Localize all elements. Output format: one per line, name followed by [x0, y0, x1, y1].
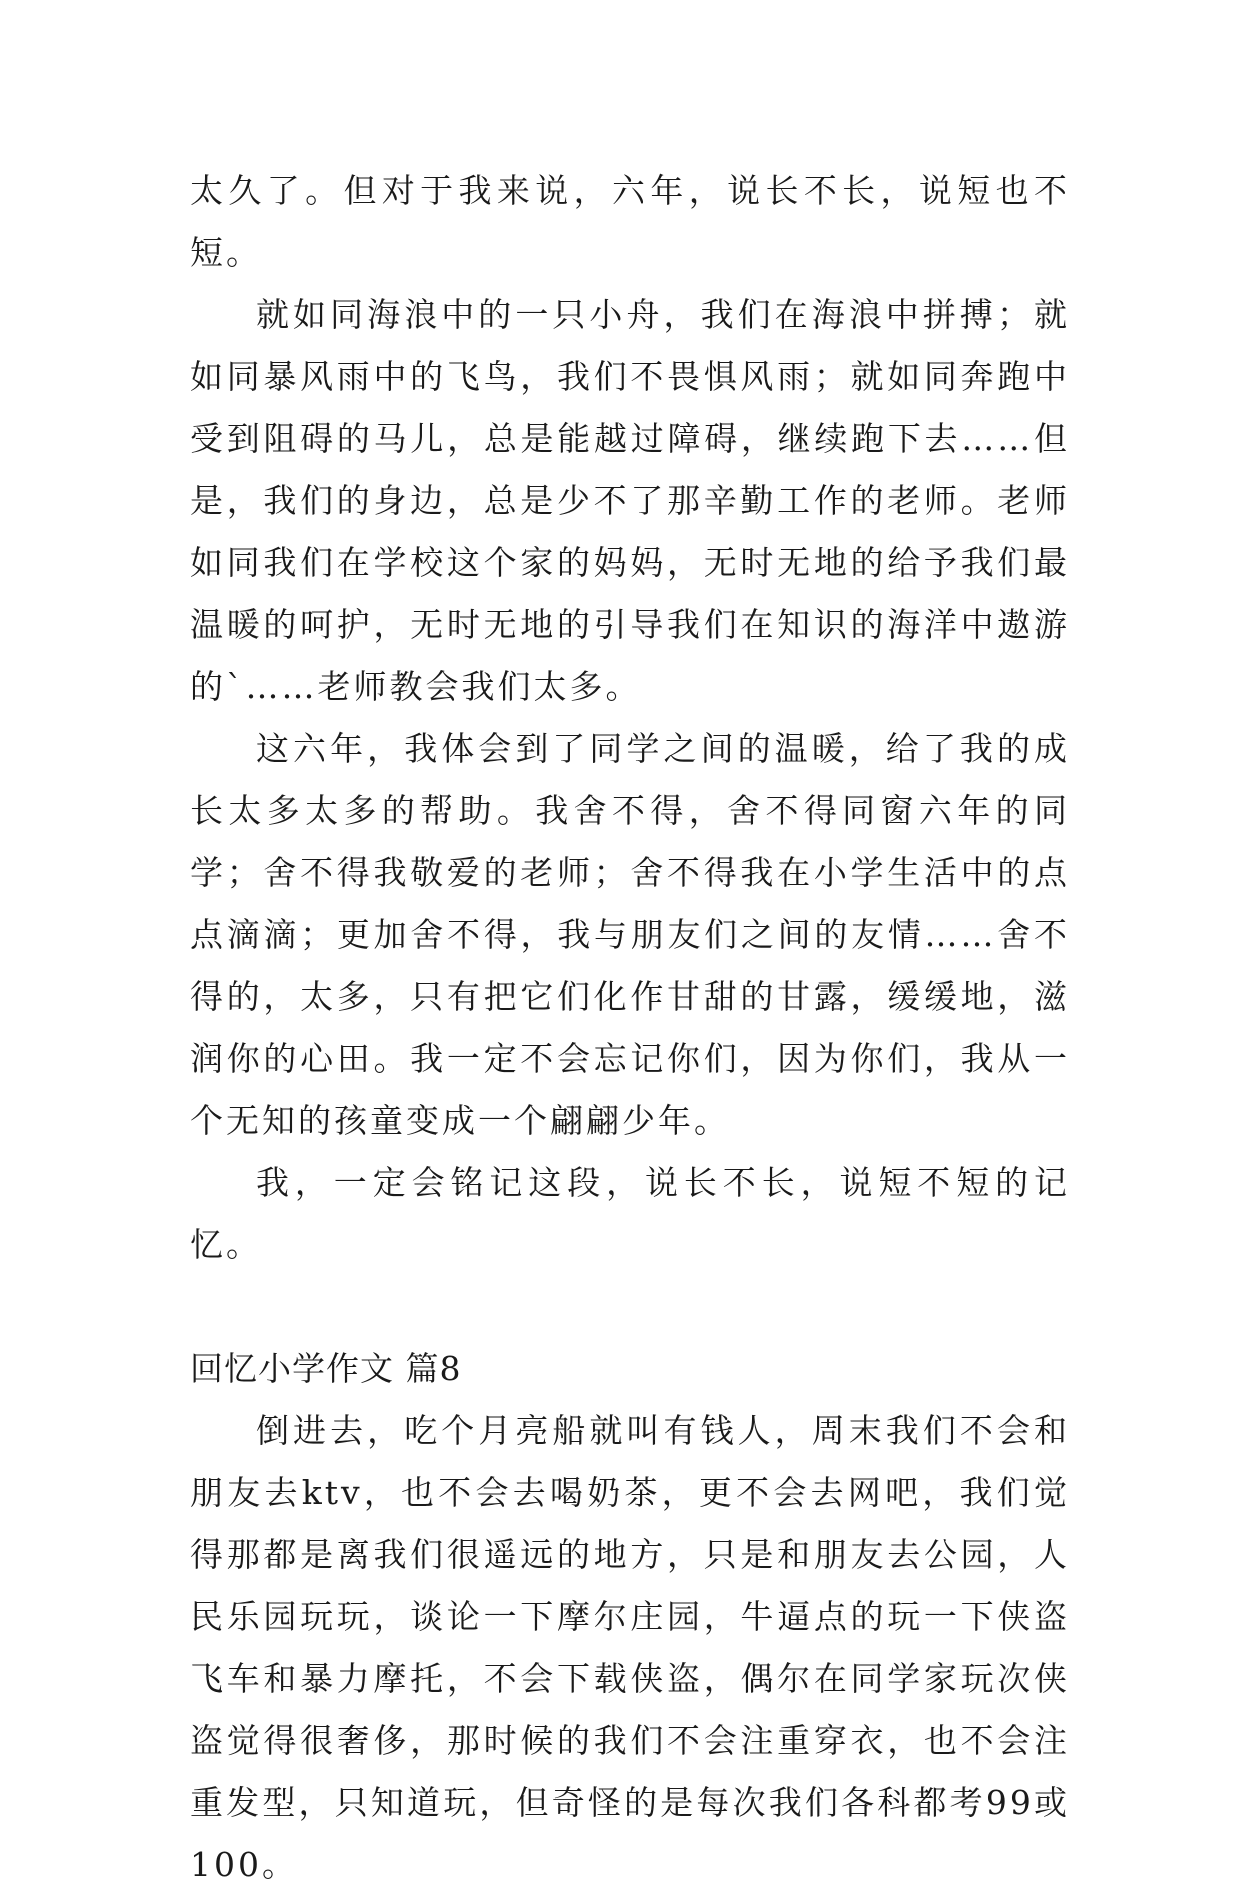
section-heading: 回忆小学作文 篇8	[190, 1349, 462, 1388]
paragraph-childhood: 倒进去，吃个月亮船就叫有钱人，周末我们不会和朋友去ktv，也不会去喝奶茶，更不会去网吧，我们觉得那都是离我们很遥远的地方，只是和朋友去公园，人民乐园玩玩，谈论一下摩尔庄园，牛逼点的玩一下侠盗飞车和暴力摩托，不会下载侠盗，偶尔在同学家玩次侠盗觉得很奢侈，那时候的我们不会注重穿衣，也不会注重发型，只知道玩，但奇怪的是每次我们各科都考99或100。	[190, 1411, 1070, 1884]
paragraph-continuation: 太久了。但对于我来说，六年，说长不长，说短也不短。	[190, 171, 1070, 272]
document-body	[190, 160, 1070, 1896]
paragraph-teacher: 就如同海浪中的一只小舟，我们在海浪中拼搏；就如同暴风雨中的飞鸟，我们不畏惧风雨；就如同奔跑中受到阻碍的马儿，总是能越过障碍，继续跑下去……但是，我们的身边，总是少不了那辛勤工作的老师。老师如同我们在学校这个家的妈妈，无时无地的给予我们最温暖的呵护，无时无地的引导我们在知识的海洋中遨游的`……老师教会我们太多。	[190, 295, 1070, 706]
paragraph-classmates: 这六年，我体会到了同学之间的温暖，给了我的成长太多太多的帮助。我舍不得，舍不得同窗六年的同学；舍不得我敬爱的老师；舍不得我在小学生活中的点点滴滴；更加舍不得，我与朋友们之间的友情……舍不得的，太多，只有把它们化作甘甜的甘露，缓缓地，滋润你的心田。我一定不会忘记你们，因为你们，我从一个无知的孩童变成一个翩翩少年。	[190, 729, 1070, 1140]
paragraph-remember: 我，一定会铭记这段，说长不长，说短不短的记忆。	[190, 1163, 1070, 1264]
